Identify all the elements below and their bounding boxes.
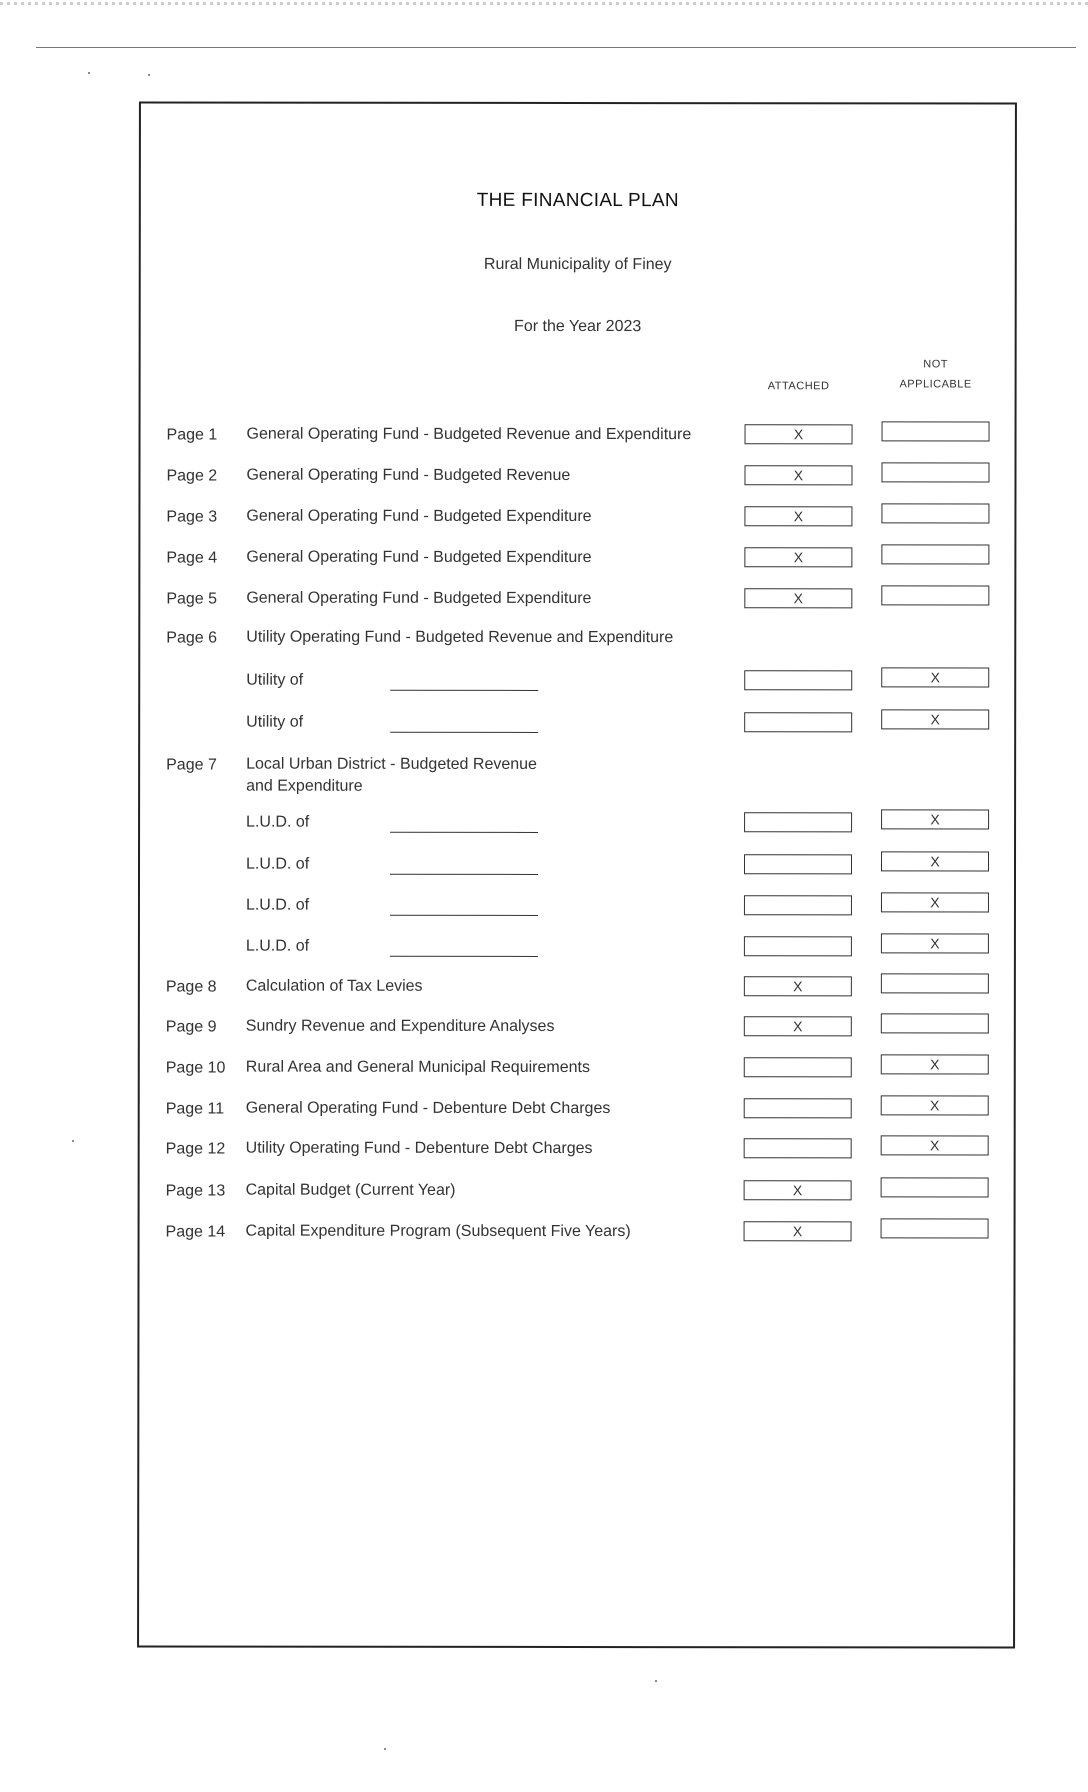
fill-in-blank-line [390,956,538,957]
year-line: For the Year 2023 [514,317,642,336]
not-applicable-checkbox[interactable] [881,462,989,482]
row-description [246,812,309,834]
page-number: Page 2 [166,467,218,485]
attached-checkbox[interactable]: X [744,1016,852,1036]
row-description-line: Sundry Revenue and Expenditure Analyses [245,1017,555,1035]
document-title: THE FINANCIAL PLAN [476,189,679,212]
column-header-na-line2: APPLICABLE [899,378,972,391]
checklist-row [140,935,1014,958]
column-header-not-applicable [881,354,991,394]
row-description-line: L.U.D. of [245,937,310,955]
row-description-line: General Operating Fund - Debenture Debt Charges [245,1099,611,1118]
attached-checkbox[interactable]: X [744,547,852,567]
row-description-line: Utility Operating Fund - Debenture Debt Charges [245,1139,593,1158]
checklist-row [140,753,1014,795]
scan-artifact-top [0,2,1088,5]
fill-in-blank-line [390,915,538,916]
checklist-row [140,1097,1014,1120]
attached-checkbox[interactable]: X [744,1221,852,1241]
row-description [246,465,570,487]
page-number: Page 14 [165,1223,226,1241]
row-description [246,712,303,734]
not-applicable-checkbox[interactable] [881,503,989,523]
not-applicable-checkbox[interactable]: X [881,1095,989,1115]
scan-speck [72,1140,74,1142]
page-number: Page 10 [165,1059,226,1077]
fill-in-blank-line [390,690,538,691]
checklist-row [140,894,1014,917]
fill-in-blank-line [390,874,538,875]
not-applicable-checkbox[interactable] [881,585,989,605]
attached-checkbox[interactable] [744,1057,852,1077]
checklist-row [140,464,1014,487]
not-applicable-checkbox[interactable]: X [881,667,989,687]
row-description-line: Calculation of Tax Levies [245,977,423,995]
checklist-row [140,975,1014,998]
not-applicable-checkbox[interactable]: X [881,933,989,953]
row-description [247,424,692,447]
scan-speck [148,74,150,76]
page-number: Page 4 [166,549,218,567]
attached-checkbox[interactable]: X [745,424,853,444]
row-description [246,754,537,798]
attached-checkbox[interactable] [744,936,852,956]
page-number: Page 5 [166,590,218,608]
row-description-line: General Operating Fund - Budgeted Revenue [246,466,571,484]
row-description [246,1016,555,1038]
row-description-line: Rural Area and General Municipal Requirements [245,1058,590,1077]
row-description-line: General Operating Fund - Budgeted Expenditure [246,548,592,567]
page-number: Page 8 [165,978,217,996]
not-applicable-checkbox[interactable]: X [881,1135,989,1155]
row-description-line: Capital Budget (Current Year) [245,1181,456,1199]
checklist-row [141,423,1015,446]
row-description-line: Utility of [246,671,304,689]
row-description [246,895,309,917]
row-description [246,506,591,528]
checklist-row [140,1015,1014,1038]
row-description-line: General Operating Fund - Budgeted Revenue and Expenditure [246,425,692,444]
attached-checkbox[interactable]: X [744,976,852,996]
form-frame [137,101,1017,1648]
page-number: Page 12 [165,1140,226,1158]
row-description [246,588,591,610]
row-description [246,936,309,958]
checklist-row [140,587,1014,610]
checklist-row [140,1179,1014,1202]
row-description [246,1180,456,1202]
checklist-row [140,811,1014,834]
not-applicable-checkbox[interactable]: X [881,1054,989,1074]
page-number: Page 11 [165,1100,225,1118]
attached-checkbox[interactable] [744,670,852,690]
row-description-line: L.U.D. of [246,855,310,873]
row-description-line: L.U.D. of [245,896,310,914]
attached-checkbox[interactable] [744,712,852,732]
row-description [246,1057,590,1079]
not-applicable-checkbox[interactable] [881,973,989,993]
checklist-row [140,505,1014,528]
not-applicable-checkbox[interactable]: X [881,709,989,729]
attached-checkbox[interactable]: X [744,1180,852,1200]
page-number: Page 7 [166,756,217,774]
municipality-name: Rural Municipality of Finey [483,255,672,274]
attached-checkbox[interactable] [744,1098,852,1118]
row-description [246,1138,593,1160]
attached-checkbox[interactable] [744,895,852,915]
checklist-row [140,626,1014,649]
fill-in-blank-line [390,732,538,733]
scan-speck [655,1680,657,1682]
row-description [246,854,309,876]
row-description [246,1221,631,1243]
row-description [246,627,673,650]
attached-checkbox[interactable] [744,1138,852,1158]
attached-checkbox[interactable]: X [744,506,852,526]
row-description-line2: and Expenditure [246,777,363,795]
attached-checkbox[interactable]: X [744,465,852,485]
attached-checkbox[interactable] [744,812,852,832]
row-description-line: Local Urban District - Budgeted Revenue [246,755,537,773]
row-description-line: General Operating Fund - Budgeted Expenditure [246,589,592,608]
row-description [246,670,303,692]
not-applicable-checkbox[interactable]: X [881,809,989,829]
attached-checkbox[interactable] [744,854,852,874]
checklist-row [140,1056,1014,1079]
checklist-row [140,853,1014,876]
row-description-line: Capital Expenditure Program (Subsequent Five Years) [245,1222,631,1241]
not-applicable-checkbox[interactable] [882,421,990,441]
checklist-row [140,711,1014,734]
row-description-line: Utility Operating Fund - Budgeted Revenue and Expenditure [246,628,674,647]
column-header-na-line1: NOT [923,358,948,371]
checklist-row [140,1220,1014,1243]
page-number: Page 6 [166,629,218,647]
checklist-row [140,669,1014,692]
page-number: Page 1 [166,426,218,444]
not-applicable-checkbox[interactable] [881,1218,989,1238]
not-applicable-checkbox[interactable] [881,1177,989,1197]
row-description [246,1098,611,1120]
not-applicable-checkbox[interactable]: X [881,892,989,912]
scan-artifact-line [36,47,1076,48]
checklist-row [140,1137,1014,1160]
page-number: Page 9 [165,1018,217,1036]
row-description-line: General Operating Fund - Budgeted Expenditure [246,507,592,526]
checklist-row [140,546,1014,569]
scan-speck [88,72,90,74]
page-number: Page 3 [166,508,218,526]
attached-checkbox[interactable]: X [744,588,852,608]
row-description [246,547,591,569]
row-description [246,976,423,998]
fill-in-blank-line [390,832,538,833]
column-header-attached: ATTACHED [767,380,830,393]
not-applicable-checkbox[interactable] [881,1013,989,1033]
row-description-line: L.U.D. of [246,813,310,831]
scan-speck [384,1748,386,1750]
not-applicable-checkbox[interactable]: X [881,851,989,871]
not-applicable-checkbox[interactable] [881,544,989,564]
row-description-line: Utility of [246,713,304,731]
page-number: Page 13 [165,1182,226,1200]
